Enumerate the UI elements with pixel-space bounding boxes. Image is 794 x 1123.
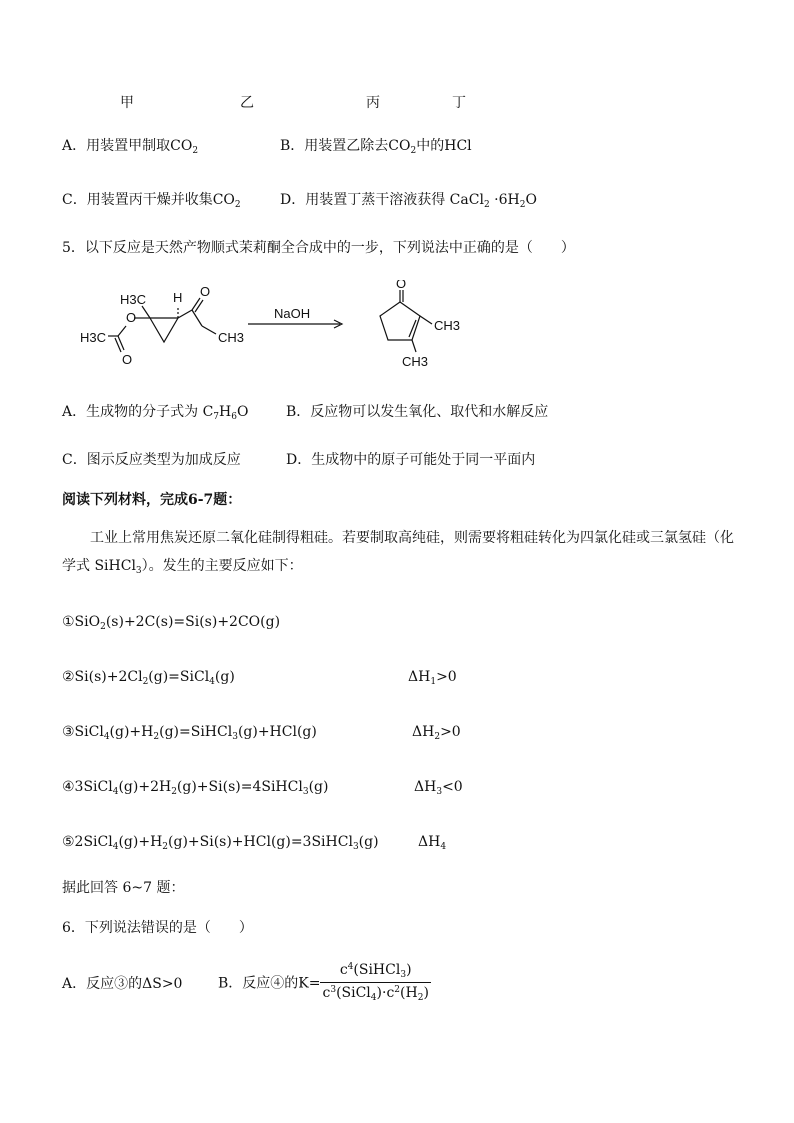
reaction-4: $④3SiCl_4(g)+2H_2(g)+Si(s)=4SiHCl_3(g)$ xyxy=(62,779,329,797)
apparatus-label-bing: 丙 xyxy=(366,95,380,111)
q4-option-b: B．用装置乙除去$CO_2$中的HCl xyxy=(280,138,472,156)
reaction-1: ①SiO$_2$(s)+2C(s)=Si(s)+2CO(g) xyxy=(62,614,281,632)
q5-option-c: C．图示反应类型为加成反应 xyxy=(62,452,241,468)
q5-option-d: D．生成物中的原子可能处于同一平面内 xyxy=(286,452,536,468)
reaction-2: $②Si(s)+2Cl_2(g)=SiCl_4(g)$ xyxy=(62,669,235,687)
product-ch3-right: CH3 xyxy=(434,318,461,333)
material-paragraph-line2: 学式 SiHCl$_3$）。发生的主要反应如下： xyxy=(62,558,303,576)
reactant-ch3-right: CH3 xyxy=(218,330,245,345)
product-ch3-bottom: CH3 xyxy=(402,354,429,369)
reactant-ester-o: O xyxy=(126,310,137,325)
q4-option-d: D．用装置丁蒸干溶液获得 CaCl$_2$ $\cdot 6H_2O$ xyxy=(280,192,537,210)
reaction-scheme xyxy=(60,280,480,380)
reactant-h: H xyxy=(173,290,183,305)
reagent-label: NaOH xyxy=(274,306,311,321)
reaction-3-dh: $\Delta H_2>0$ xyxy=(412,724,461,742)
reaction-5: $⑤2SiCl_4(g)+H_2(g)+Si(s)+HCl(g)=3SiHCl_3(g)$ xyxy=(62,834,379,852)
equilibrium-constant-fraction: $\frac{c^4(SiHCl_3)}{c^3(SiCl_4)\cdot c^2(H_2)}$ xyxy=(322,962,429,1003)
q6-intro: 据此回答 6~7 题： xyxy=(62,880,185,896)
q6-option-b: B．反应④的K= $\frac{c^4(SiHCl_3)}{c^3(SiCl_4)\cdot c^2(H_2)}$ xyxy=(218,962,429,1003)
q6-option-a: A．反应③的ΔS>0 xyxy=(62,976,183,992)
reactant-ketone-o: O xyxy=(200,284,211,299)
reactant-h3c-top: H3C xyxy=(120,292,147,307)
product-ketone-o: O xyxy=(396,280,407,291)
reaction-4-dh: $\Delta H_3<0$ xyxy=(414,779,463,797)
q4-option-a: A．用装置甲制取$CO_2$ xyxy=(62,138,199,156)
q4-option-c: C．用装置丙干燥并收集$CO_2$ xyxy=(62,192,241,210)
material-paragraph-line1: 工业上常用焦炭还原二氧化硅制得粗硅。若要制取高纯硅，则需要将粗硅转化为四氯化硅或三氯氢硅（化 xyxy=(90,530,734,546)
reaction-2-dh: $\Delta H_1>0$ xyxy=(408,669,457,687)
reactant-h3c-left: H3C xyxy=(80,330,107,345)
material-heading: 阅读下列材料，完成6-7题： xyxy=(62,492,242,508)
reactant-carbonyl-o: O xyxy=(122,352,133,367)
q5-option-a: A．生成物的分子式为 $C_7H_6O$ xyxy=(62,404,249,422)
reaction-3: $③SiCl_4(g)+H_2(g)=SiHCl_3(g)+HCl(g)$ xyxy=(62,724,317,742)
q5-stem: 5．以下反应是天然产物顺式茉莉酮全合成中的一步，下列说法中正确的是（ ） xyxy=(62,240,575,256)
apparatus-label-jia: 甲 xyxy=(120,95,134,111)
q5-option-b: B．反应物可以发生氧化、取代和水解反应 xyxy=(286,404,549,420)
apparatus-label-ding: 丁 xyxy=(452,95,466,111)
reaction-5-dh: $\Delta H_4$ xyxy=(418,834,447,852)
q6-stem: 6．下列说法错误的是（ ） xyxy=(62,920,253,936)
apparatus-label-yi: 乙 xyxy=(240,95,254,111)
